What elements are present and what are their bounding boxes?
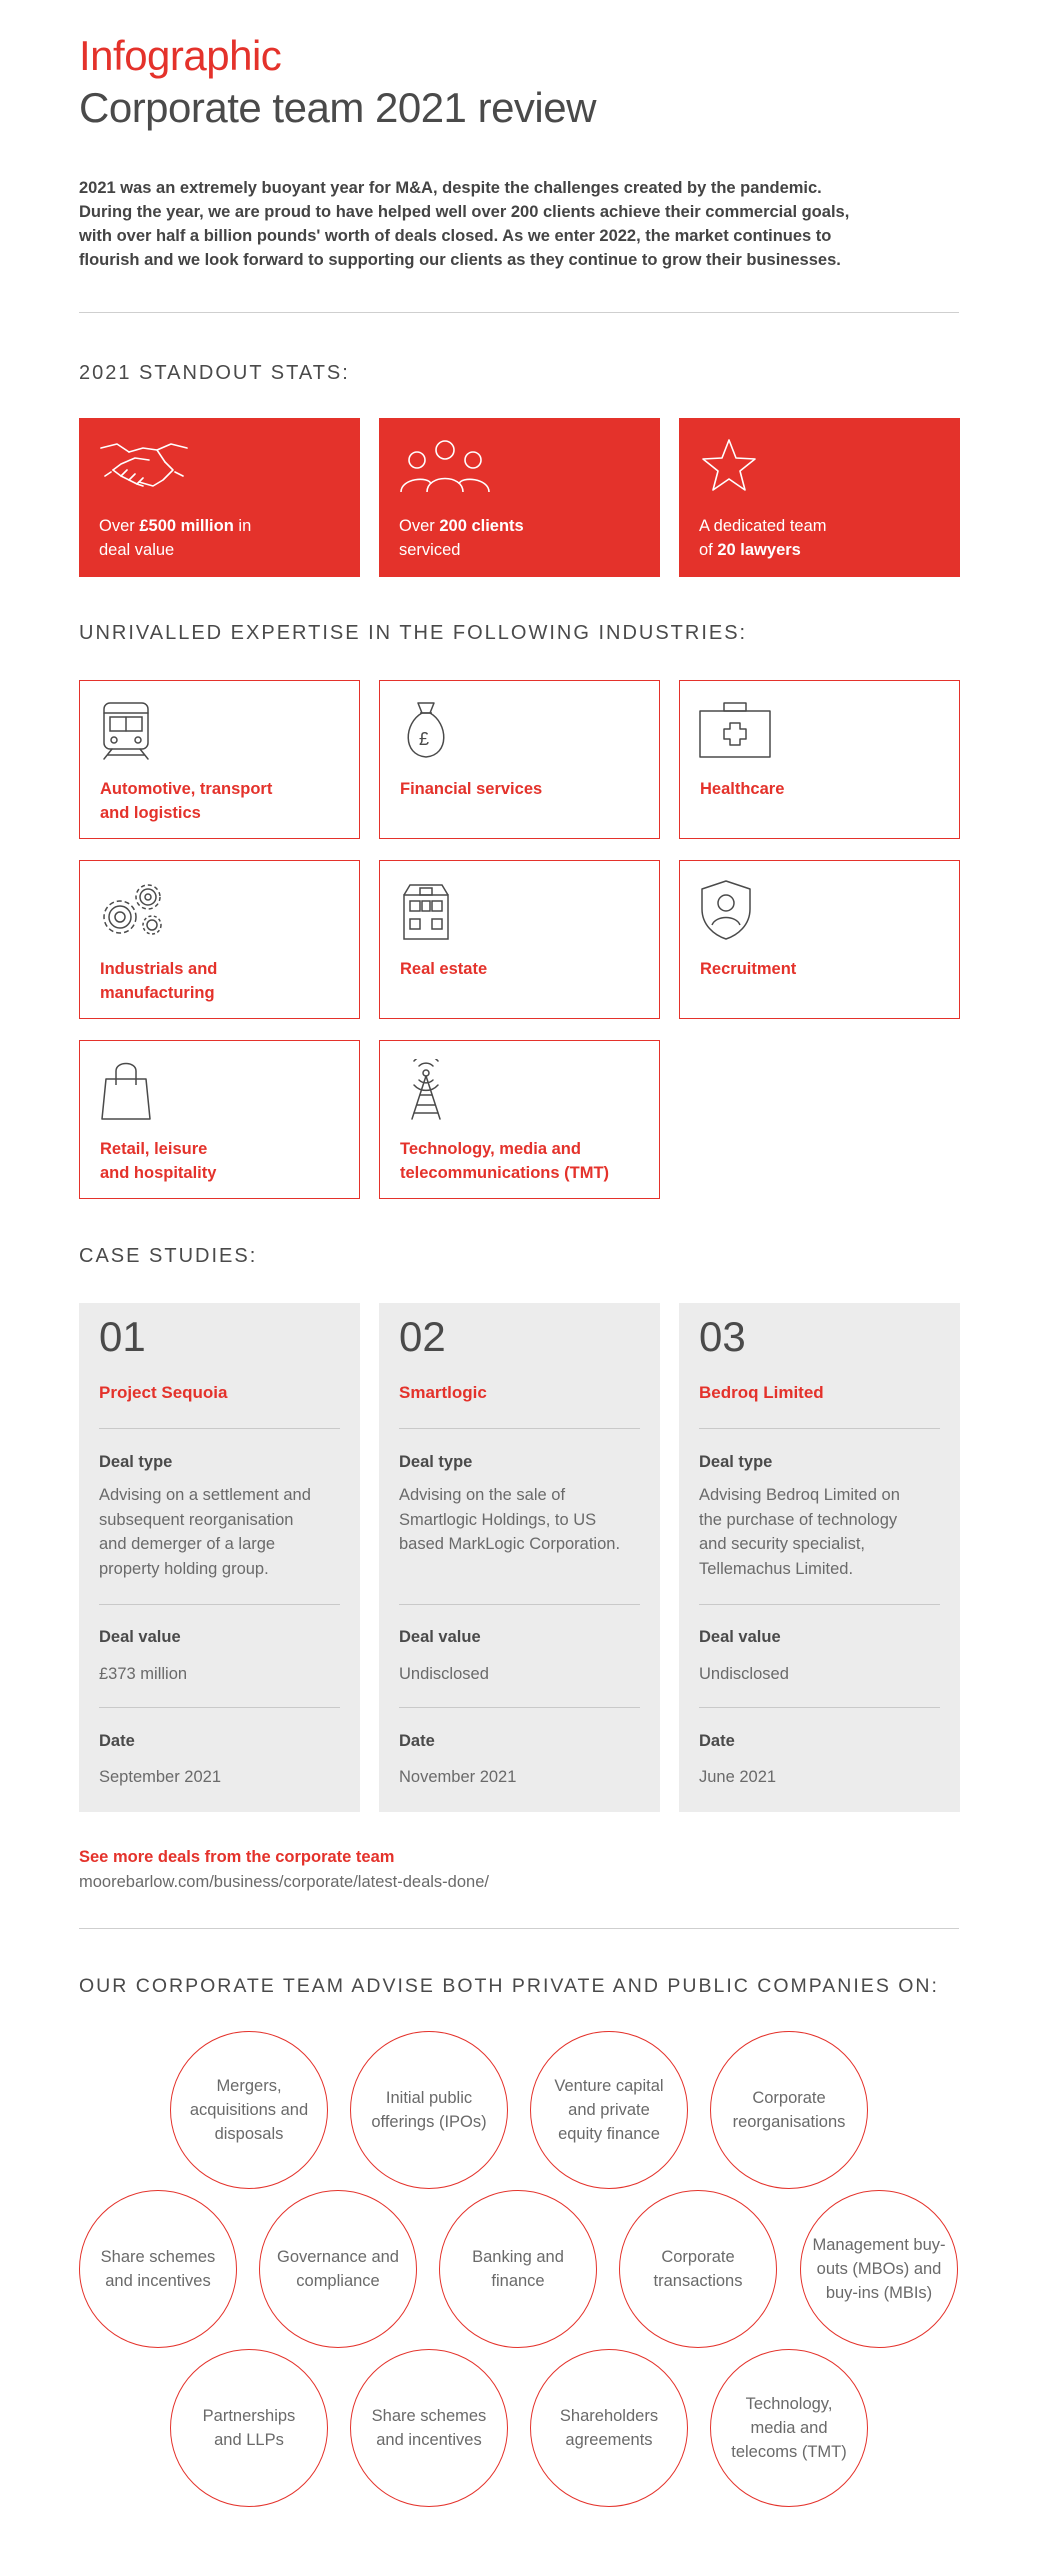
case-study-card [79,1303,360,1812]
deal-type-label: Deal type [99,1453,173,1471]
divider [99,1428,340,1429]
industry-label: Industrials and manufacturing [100,960,218,1002]
intro-line: During the year, we are proud to have helped well over 200 clients achieve their commercial goals, [79,203,850,221]
case-name: Bedroq Limited [699,1383,824,1402]
advise-heading: OUR CORPORATE TEAM ADVISE BOTH PRIVATE AND PUBLIC COMPANIES ON: [79,1975,939,1997]
date-label: Date [99,1732,135,1750]
deal-value: Undisclosed [699,1665,789,1683]
money-bag-icon [398,699,454,766]
stats-heading: 2021 STANDOUT STATS: [79,362,350,384]
industry-card-industrials [79,860,360,1019]
divider [79,312,959,313]
service-circle: Partnerships and LLPs [170,2349,328,2507]
service-circle: Mergers, acquisitions and disposals [170,2031,328,2189]
stat-text: A dedicated team of 20 lawyers [699,517,827,559]
case-name: Project Sequoia [99,1383,228,1402]
person-shield-icon [698,879,754,946]
date-value: November 2021 [399,1768,517,1786]
date-label: Date [399,1732,435,1750]
case-study-card [379,1303,660,1812]
star-icon [699,436,759,501]
svg-text:£: £ [419,729,430,749]
case-number: 01 [99,1313,146,1360]
case-number: 02 [399,1313,446,1360]
industry-label: Recruitment [700,960,797,978]
industry-label: Technology, media and telecommunications (TMT) [400,1140,610,1182]
deal-value: Undisclosed [399,1665,489,1683]
service-circle: Technology, media and telecoms (TMT) [710,2349,868,2507]
antenna-tower-icon [398,1059,454,1126]
stat-text: Over £500 million in deal value [99,517,252,559]
divider [699,1428,940,1429]
intro-line: with over half a billion pounds' worth of deals closed. As we enter 2022, the market continues to [79,227,832,245]
divider [79,1928,959,1929]
industry-label: Financial services [400,780,543,798]
deal-value-label: Deal value [99,1628,181,1646]
industry-card-recruitment [679,860,960,1019]
medical-kit-icon [698,699,772,766]
handshake-icon [99,436,189,501]
deal-type-label: Deal type [699,1453,773,1471]
deal-type-value: Advising on a settlement and subsequent reorganisation and demerger of a large property holding group. [99,1486,311,1578]
service-circle: Share schemes and incentives [79,2190,237,2348]
service-circle: Shareholders agreements [530,2349,688,2507]
deal-value-label: Deal value [699,1628,781,1646]
industry-card-real-estate [379,860,660,1019]
industry-label: Real estate [400,960,488,978]
case-studies-heading: CASE STUDIES: [79,1245,258,1267]
industry-label: Retail, leisure and hospitality [100,1140,217,1182]
industry-card-retail [79,1040,360,1199]
divider [99,1707,340,1708]
people-icon [399,436,491,501]
page-title: Corporate team 2021 review [79,84,596,131]
stat-card-lawyers [679,418,960,577]
intro-line: flourish and we look forward to supporting our clients as they continue to grow their businesses. [79,251,841,269]
deal-value: £373 million [99,1665,188,1683]
date-value: June 2021 [699,1768,777,1786]
service-circle: Governance and compliance [259,2190,417,2348]
deal-type-value: Advising Bedroq Limited on the purchase of technology and security specialist, Tellemachus Limited. [699,1486,900,1578]
divider [699,1604,940,1605]
case-number: 03 [699,1313,746,1360]
industry-label: Healthcare [700,780,785,798]
service-circle: Venture capital and private equity finance [530,2031,688,2189]
industry-card-technology [379,1040,660,1199]
deal-value-label: Deal value [399,1628,481,1646]
divider [399,1707,640,1708]
date-label: Date [699,1732,735,1750]
industry-card-automotive [79,680,360,839]
shopping-bag-icon [98,1059,154,1126]
industries-heading: UNRIVALLED EXPERTISE IN THE FOLLOWING INDUSTRIES: [79,622,748,644]
stat-card-clients [379,418,660,577]
divider [699,1707,940,1708]
intro-paragraph [79,176,959,272]
service-circle: Initial public offerings (IPOs) [350,2031,508,2189]
building-icon [398,879,454,946]
see-more-deals-link[interactable]: See more deals from the corporate team [79,1848,395,1866]
deals-url-link[interactable]: moorebarlow.com/business/corporate/latest-deals-done/ [79,1873,489,1891]
divider [399,1604,640,1605]
gears-icon [98,879,168,946]
intro-line: 2021 was an extremely buoyant year for M&A, despite the challenges created by the pandemic. [79,179,822,197]
service-circle: Corporate reorganisations [710,2031,868,2189]
stat-text: Over 200 clients serviced [399,517,524,559]
deal-type-label: Deal type [399,1453,473,1471]
industry-label: Automotive, transport and logistics [100,780,273,822]
service-circle: Banking and finance [439,2190,597,2348]
case-name: Smartlogic [399,1383,487,1402]
date-value: September 2021 [99,1768,222,1786]
divider [99,1604,340,1605]
divider [399,1428,640,1429]
industry-card-healthcare [679,680,960,839]
train-icon [98,699,154,766]
service-circle: Corporate transactions [619,2190,777,2348]
service-circle: Share schemes and incentives [350,2349,508,2507]
industry-card-financial [379,680,660,839]
page-title-kicker: Infographic [79,32,282,79]
deal-type-value: Advising on the sale of Smartlogic Holdings, to US based MarkLogic Corporation. [399,1486,621,1553]
service-circle: Management buy- outs (MBOs) and buy-ins (MBIs) [800,2190,958,2348]
stat-card-deal-value [79,418,360,577]
case-study-card [679,1303,960,1812]
